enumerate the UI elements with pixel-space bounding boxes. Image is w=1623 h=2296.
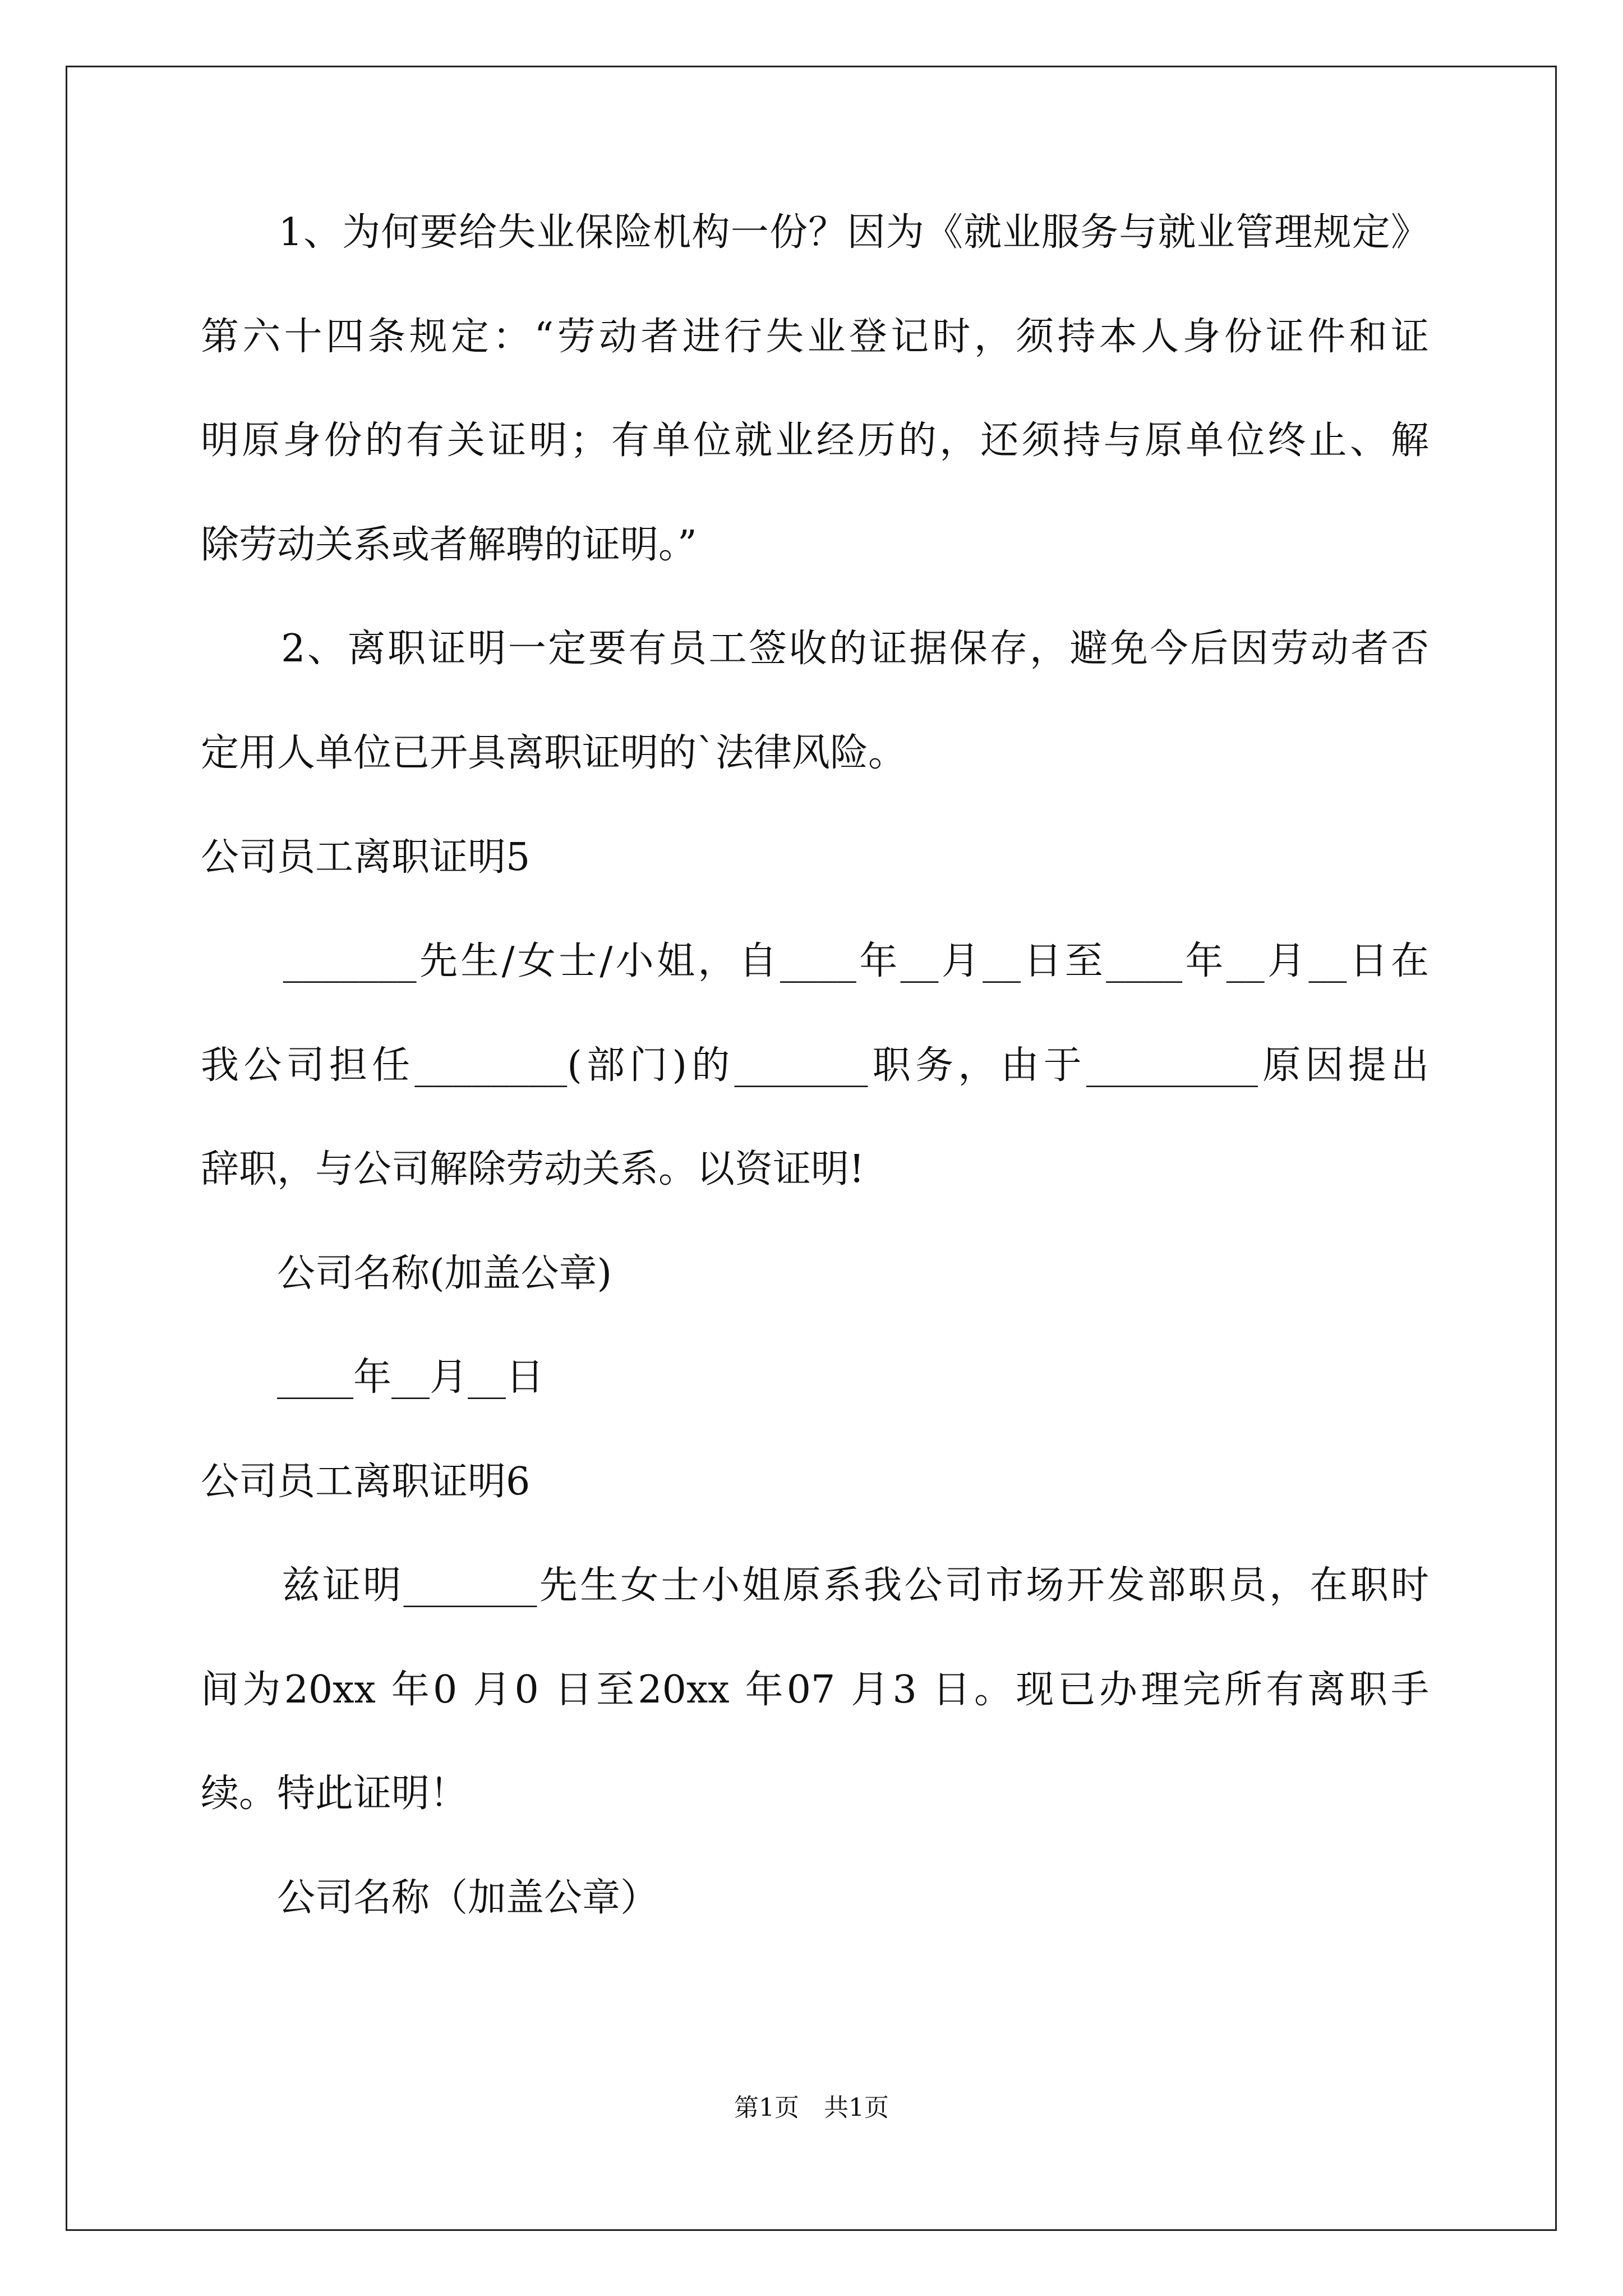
paragraph-line: 除劳动关系或者解聘的证明。” <box>201 523 697 567</box>
paragraph-line: 辞职，与公司解除劳动关系。以资证明! <box>201 1147 865 1191</box>
section-heading: 公司员工离职证明6 <box>201 1460 531 1504</box>
page-footer: 第1页 共1页 <box>734 2093 889 2122</box>
paragraph-line: 定用人单位已开具离职证明的`法律风险。 <box>201 731 907 775</box>
paragraph-line: 续。特此证明！ <box>201 1772 468 1816</box>
company-seal-line: 公司名称(加盖公章) <box>201 1251 612 1296</box>
section-heading: 公司员工离职证明5 <box>201 835 531 880</box>
paragraph-line: _______先生/女士/小姐，自____年__月__日至____年__月__日在 <box>201 939 1429 983</box>
paragraph-line: 2、离职证明一定要有员工签收的证据保存，避免今后因劳动者否 <box>201 627 1429 671</box>
date-line: ____年__月__日 <box>201 1355 545 1400</box>
paragraph-line: 我公司担任________(部门)的_______职务，由于_________原因提出 <box>201 1043 1429 1088</box>
company-seal-line: 公司名称（加盖公章） <box>201 1876 659 1920</box>
paragraph-line: 第六十四条规定：“劳动者进行失业登记时，须持本人身份证件和证 <box>201 315 1429 359</box>
paragraph-line: 明原身份的有关证明；有单位就业经历的，还须持与原单位终止、解 <box>201 418 1429 463</box>
paragraph-line: 间为20xx 年0 月0 日至20xx 年07 月3 日。现已办理完所有离职手 <box>201 1668 1429 1712</box>
paragraph-line: 兹证明_______先生女士小姐原系我公司市场开发部职员，在职时 <box>201 1563 1429 1608</box>
paragraph-line: 1、为何要给失业保险机构一份？因为《就业服务与就业管理规定》 <box>201 210 1429 255</box>
